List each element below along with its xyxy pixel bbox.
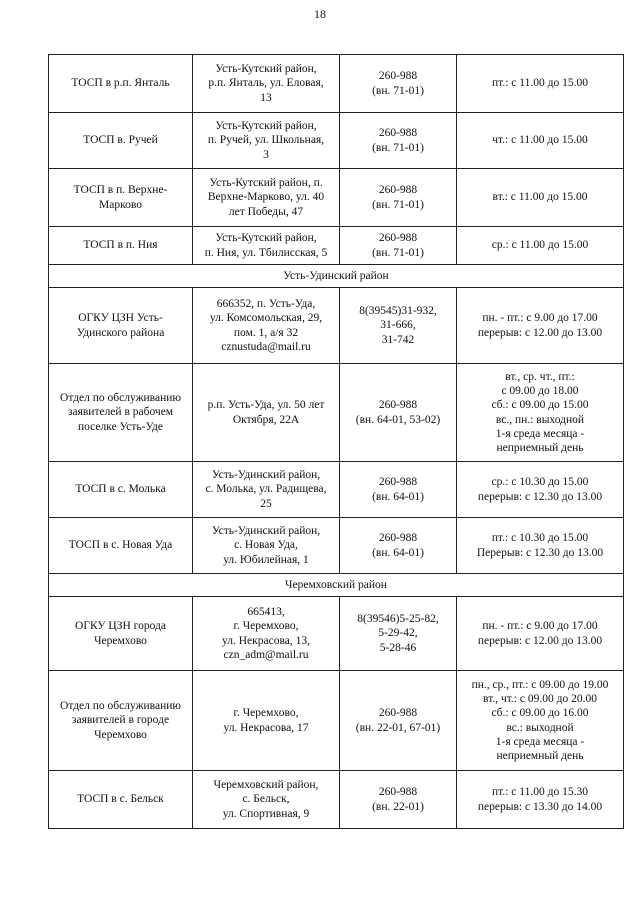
- office-hours-line: Перерыв: с 12.30 до 13.00: [476, 546, 604, 559]
- office-address-line: р.п. Усть-Уда, ул. 50 лет: [207, 399, 325, 412]
- office-address-line: Усть-Кутский район, п.: [209, 177, 323, 190]
- office-hours: [457, 113, 624, 169]
- office-address-line: ул. Некрасова, 13,: [222, 634, 310, 647]
- office-phone-line: 8(39546)5-25-82,: [357, 613, 439, 626]
- office-address-line: czn_adm@mail.ru: [223, 648, 309, 661]
- office-hours-line: вс.: выходной: [506, 721, 574, 734]
- office-phone-line: 5-28-46: [379, 641, 417, 654]
- office-hours-line: пт.: с 10.30 до 15.00: [491, 532, 589, 545]
- office-hours-line: пн., ср., пт.: с 09.00 до 19.00: [471, 678, 609, 691]
- office-address: [193, 518, 340, 574]
- office-name: [49, 169, 193, 227]
- office-hours-line: перерыв: с 12.30 до 13.00: [477, 490, 603, 503]
- table-row: [49, 364, 624, 462]
- office-name: [49, 518, 193, 574]
- table-row: [49, 55, 624, 113]
- office-name-line: ТОСП в с. Бельск: [77, 793, 164, 806]
- office-phone-line: 31-666,: [380, 319, 416, 332]
- office-name-line: ТОСП в. Ручей: [83, 134, 158, 147]
- office-name: [49, 288, 193, 364]
- office-phone: [340, 169, 457, 227]
- office-phone: [340, 597, 457, 671]
- office-hours: [457, 597, 624, 671]
- office-hours-line: неприемный день: [496, 441, 584, 454]
- office-phone: [340, 671, 457, 771]
- office-phone-line: 260-988: [378, 184, 418, 197]
- office-phone-line: 260-988: [378, 127, 418, 140]
- office-address: [193, 597, 340, 671]
- office-address: [193, 113, 340, 169]
- offices-table: [48, 54, 624, 829]
- office-name: [49, 113, 193, 169]
- office-phone-line: 260-988: [378, 70, 418, 83]
- table-row: [49, 462, 624, 518]
- office-address-line: Октября, 22А: [232, 413, 300, 426]
- office-hours: [457, 364, 624, 462]
- office-address: [193, 364, 340, 462]
- office-address: [193, 169, 340, 227]
- office-phone: [340, 55, 457, 113]
- office-hours-line: пн. - пт.: с 9.00 до 17.00: [482, 312, 598, 325]
- office-address: [193, 288, 340, 364]
- office-hours-line: пт.: с 11.00 до 15.30: [492, 786, 588, 799]
- office-address: [193, 227, 340, 265]
- office-name-line: заявителей в рабочем: [67, 406, 174, 419]
- office-name-line: Черемхово: [94, 728, 147, 741]
- office-phone-line: 260-988: [378, 399, 418, 412]
- office-phone-line: 260-988: [378, 532, 418, 545]
- office-address-line: cznustuda@mail.ru: [221, 340, 311, 353]
- office-hours-line: ср.: с 11.00 до 15.00: [491, 239, 589, 252]
- office-hours: [457, 671, 624, 771]
- office-hours: [457, 518, 624, 574]
- office-phone-line: 260-988: [378, 786, 418, 799]
- office-name-line: Черемхово: [94, 634, 147, 647]
- district-title: Черемховский район: [49, 574, 624, 597]
- office-address-line: Верхне-Марково, ул. 40: [207, 191, 325, 204]
- office-phone-line: (вн. 64-01): [372, 546, 424, 559]
- office-hours-line: пн. - пт.: с 9.00 до 17.00: [482, 620, 598, 633]
- office-address-line: Усть-Удинский район,: [211, 525, 321, 538]
- office-hours-line: вт.: с 11.00 до 15.00: [492, 191, 588, 204]
- office-phone-line: (вн. 64-01): [372, 490, 424, 503]
- office-phone: [340, 113, 457, 169]
- office-address-line: п. Ручей, ул. Школьная,: [207, 134, 325, 147]
- office-address-line: Усть-Кутский район,: [215, 120, 317, 133]
- office-hours-line: с 09.00 до 18.00: [501, 385, 579, 398]
- office-hours-line: ср.: с 10.30 до 15.00: [491, 476, 589, 489]
- office-address-line: 665413,: [247, 606, 285, 619]
- table-row: [49, 597, 624, 671]
- office-name-line: ТОСП в с. Новая Уда: [68, 539, 173, 552]
- office-phone-line: 8(39545)31-932,: [359, 305, 437, 318]
- office-phone-line: (вн. 64-01, 53-02): [355, 413, 441, 426]
- office-name-line: Марково: [99, 198, 142, 211]
- office-name-line: ТОСП в с. Молька: [75, 483, 166, 496]
- office-hours-line: 1-я среда месяца -: [495, 735, 585, 748]
- office-name-line: Удинского района: [76, 326, 165, 339]
- table-row: [49, 518, 624, 574]
- office-phone: [340, 288, 457, 364]
- office-name-line: ОГКУ ЦЗН города: [75, 620, 166, 633]
- office-name-line: ОГКУ ЦЗН Усть-: [78, 312, 163, 325]
- office-phone: [340, 771, 457, 829]
- office-address-line: ул. Юбилейная, 1: [223, 553, 309, 566]
- office-phone: [340, 364, 457, 462]
- table-row: [49, 227, 624, 265]
- office-address: [193, 771, 340, 829]
- office-hours-line: вт., ср. чт., пт.:: [505, 370, 575, 383]
- office-address-line: лет Победы, 47: [228, 205, 304, 218]
- office-phone-line: (вн. 22-01): [372, 800, 424, 813]
- office-name-line: ТОСП в р.п. Янталь: [71, 77, 170, 90]
- office-name: [49, 462, 193, 518]
- office-hours-line: вс., пн.: выходной: [495, 413, 585, 426]
- table-row: [49, 169, 624, 227]
- office-address: [193, 55, 340, 113]
- office-hours-line: неприемный день: [496, 749, 584, 762]
- district-title: Усть-Удинский район: [49, 265, 624, 288]
- office-phone-line: 5-29-42,: [378, 627, 418, 640]
- office-address-line: п. Ния, ул. Тбилисская, 5: [204, 246, 328, 259]
- office-address-line: Усть-Кутский район,: [215, 232, 317, 245]
- office-address-line: с. Бельск,: [242, 793, 290, 806]
- office-name-line: Отдел по обслуживанию: [60, 392, 181, 405]
- office-address-line: р.п. Янталь, ул. Еловая,: [208, 77, 324, 90]
- office-phone-line: (вн. 71-01): [372, 84, 424, 97]
- office-address-line: 3: [263, 148, 269, 161]
- office-hours-line: вт., чт.: с 09.00 до 20.00: [483, 693, 597, 706]
- office-address-line: с. Новая Уда,: [234, 539, 298, 552]
- office-phone-line: 260-988: [378, 707, 418, 720]
- office-phone-line: 260-988: [378, 232, 418, 245]
- office-name: [49, 671, 193, 771]
- office-hours: [457, 462, 624, 518]
- office-phone-line: (вн. 71-01): [372, 246, 424, 259]
- office-name-line: ТОСП в п. Ния: [83, 239, 158, 252]
- district-header-row: [49, 265, 624, 288]
- office-address-line: г. Черемхово,: [233, 707, 299, 720]
- office-address-line: 25: [260, 497, 272, 510]
- office-address-line: ул. Спортивная, 9: [222, 807, 310, 820]
- table-row: [49, 288, 624, 364]
- office-hours: [457, 55, 624, 113]
- page-number: 18: [314, 7, 326, 21]
- office-phone-line: 260-988: [378, 476, 418, 489]
- office-name-line: ТОСП в п. Верхне-: [73, 184, 168, 197]
- office-name: [49, 227, 193, 265]
- office-hours-line: перерыв: с 12.00 до 13.00: [477, 326, 603, 339]
- office-phone-line: (вн. 71-01): [372, 198, 424, 211]
- office-address: [193, 671, 340, 771]
- office-name: [49, 55, 193, 113]
- office-hours-line: сб.: с 09.00 до 16.00: [491, 707, 589, 720]
- table-row: [49, 671, 624, 771]
- office-phone-line: 31-742: [381, 333, 415, 346]
- table-row: [49, 771, 624, 829]
- office-phone: [340, 518, 457, 574]
- office-name-line: поселке Усть-Уде: [77, 420, 163, 433]
- office-address-line: Усть-Удинский район,: [211, 469, 321, 482]
- office-name-line: Отдел по обслуживанию: [60, 700, 181, 713]
- office-address-line: Усть-Кутский район,: [215, 63, 317, 76]
- table-row: [49, 113, 624, 169]
- office-hours-line: пт.: с 11.00 до 15.00: [492, 77, 588, 90]
- office-hours: [457, 227, 624, 265]
- district-header-row: [49, 574, 624, 597]
- office-address-line: ул. Комсомольская, 29,: [209, 312, 323, 325]
- office-name: [49, 364, 193, 462]
- office-address-line: г. Черемхово,: [233, 620, 299, 633]
- office-phone: [340, 462, 457, 518]
- office-name: [49, 597, 193, 671]
- office-phone: [340, 227, 457, 265]
- office-address-line: 666352, п. Усть-Уда,: [216, 298, 316, 311]
- office-hours: [457, 288, 624, 364]
- office-hours-line: 1-я среда месяца -: [495, 427, 585, 440]
- office-hours-line: перерыв: с 12.00 до 13.00: [477, 634, 603, 647]
- office-address: [193, 462, 340, 518]
- office-address-line: пом. 1, а/я 32: [233, 326, 299, 339]
- office-address-line: с. Молька, ул. Радищева,: [205, 483, 327, 496]
- office-name: [49, 771, 193, 829]
- office-address-line: ул. Некрасова, 17: [223, 721, 309, 734]
- office-phone-line: (вн. 22-01, 67-01): [355, 721, 441, 734]
- office-hours: [457, 169, 624, 227]
- office-hours-line: сб.: с 09.00 до 15.00: [491, 399, 589, 412]
- office-address-line: Черемховский район,: [213, 779, 319, 792]
- office-hours: [457, 771, 624, 829]
- office-address-line: 13: [260, 91, 272, 104]
- office-hours-line: перерыв: с 13.30 до 14.00: [477, 800, 603, 813]
- office-hours-line: чт.: с 11.00 до 15.00: [492, 134, 588, 147]
- office-phone-line: (вн. 71-01): [372, 141, 424, 154]
- office-name-line: заявителей в городе: [71, 714, 170, 727]
